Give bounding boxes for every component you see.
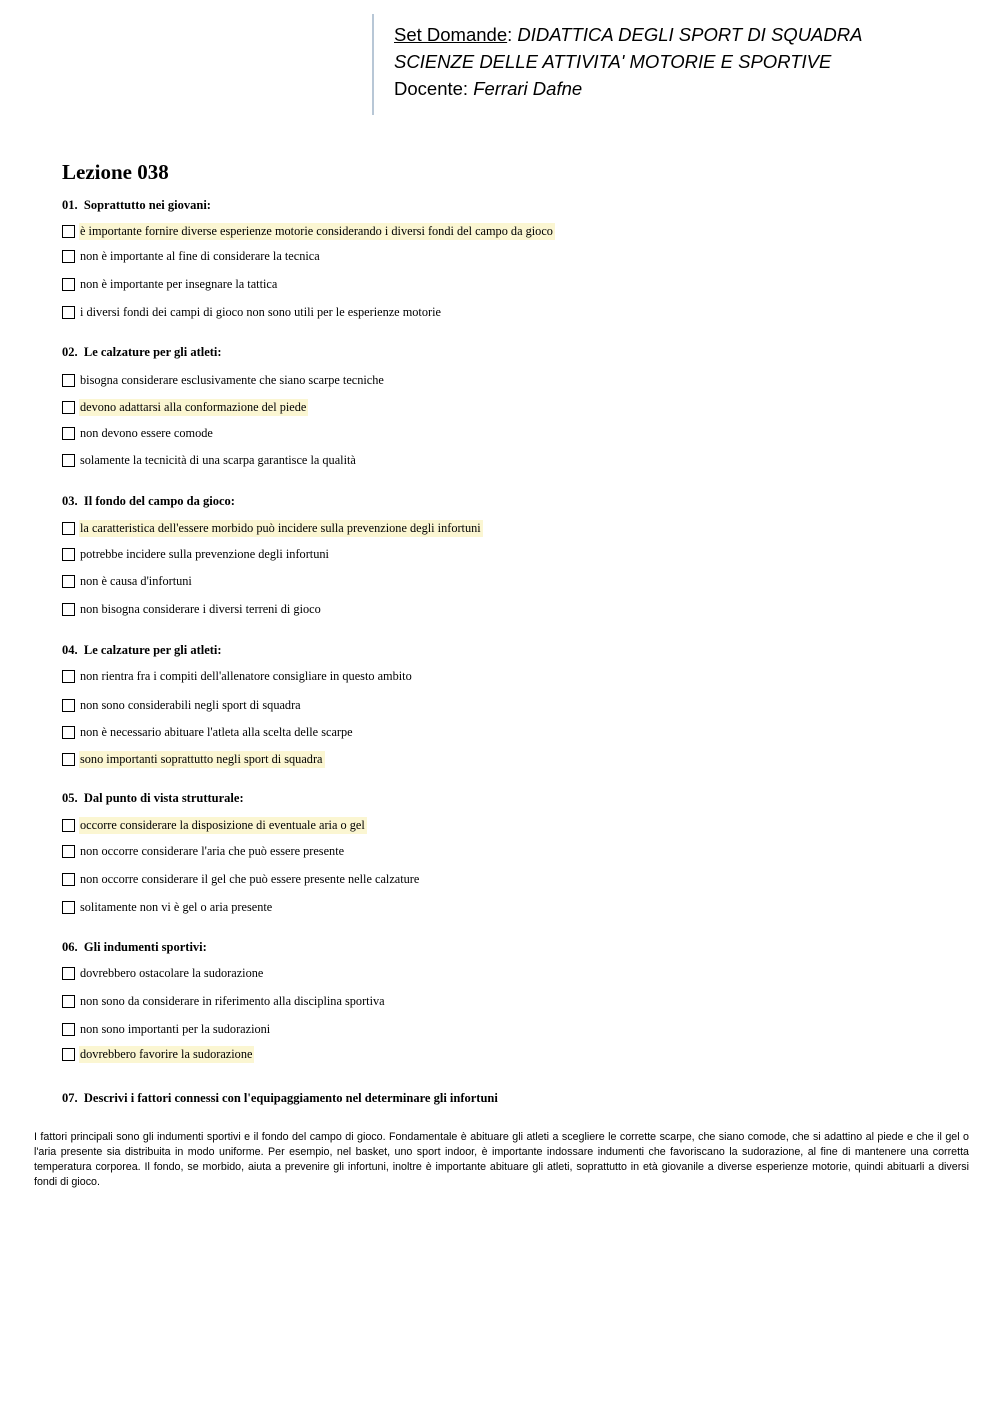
option-checkbox[interactable] <box>62 278 75 291</box>
answer-option[interactable] <box>62 843 346 859</box>
lesson-title: Lezione 038 <box>62 160 169 184</box>
answer-option[interactable] <box>62 751 325 767</box>
option-label: dovrebbero favorire la sudorazione <box>80 1046 253 1061</box>
answer-option[interactable] <box>62 546 331 562</box>
question-title <box>62 1091 498 1106</box>
option-checkbox[interactable] <box>62 603 75 616</box>
answer-option[interactable] <box>62 899 274 915</box>
option-label: solamente la tecnicità di una scarpa garantisce la qualità <box>80 452 356 467</box>
option-label: solitamente non vi è gel o aria presente <box>80 899 273 914</box>
question-title <box>62 494 235 509</box>
option-label: dovrebbero ostacolare la sudorazione <box>80 965 264 980</box>
set-label: Set Domande <box>394 24 508 45</box>
option-checkbox[interactable] <box>62 225 75 238</box>
option-checkbox[interactable] <box>62 575 75 588</box>
option-label: è importante fornire diverse esperienze motorie considerando i diversi fondi del campo da gioco <box>80 223 553 238</box>
question-number: 07. <box>62 1091 78 1105</box>
option-label: non è importante per insegnare la tattica <box>80 276 278 291</box>
question-number: 06. <box>62 940 78 954</box>
course-title-line2: SCIENZE DELLE ATTIVITA' MOTORIE E SPORTIVE <box>394 51 832 72</box>
option-checkbox[interactable] <box>62 901 75 914</box>
option-checkbox[interactable] <box>62 699 75 712</box>
question-text: Gli indumenti sportivi: <box>83 940 207 954</box>
option-label: non bisogna considerare i diversi terreni di gioco <box>80 601 321 616</box>
option-label: occorre considerare la disposizione di eventuale aria o gel <box>80 817 365 832</box>
option-checkbox[interactable] <box>62 522 75 535</box>
question-title <box>62 940 207 955</box>
option-checkbox[interactable] <box>62 845 75 858</box>
option-checkbox[interactable] <box>62 819 75 832</box>
option-checkbox[interactable] <box>62 548 75 561</box>
option-label: potrebbe incidere sulla prevenzione degli infortuni <box>80 546 329 561</box>
answer-option[interactable] <box>62 817 367 833</box>
option-label: bisogna considerare esclusivamente che siano scarpe tecniche <box>80 372 384 387</box>
option-label: non è causa d'infortuni <box>80 573 192 588</box>
answer-option[interactable] <box>62 1021 272 1037</box>
answer-option[interactable] <box>62 399 308 415</box>
question-number: 04. <box>62 643 78 657</box>
question-title <box>62 643 222 658</box>
option-checkbox[interactable] <box>62 995 75 1008</box>
option-checkbox[interactable] <box>62 454 75 467</box>
answer-option[interactable] <box>62 248 322 264</box>
option-checkbox[interactable] <box>62 306 75 319</box>
answer-option[interactable] <box>62 668 414 684</box>
course-line <box>394 21 972 48</box>
answer-option[interactable] <box>62 304 443 320</box>
option-label: non occorre considerare il gel che può essere presente nelle calzature <box>80 871 420 886</box>
answer-option[interactable] <box>62 965 265 981</box>
option-checkbox[interactable] <box>62 401 75 414</box>
option-checkbox[interactable] <box>62 967 75 980</box>
option-checkbox[interactable] <box>62 427 75 440</box>
option-label: sono importanti soprattutto negli sport di squadra <box>80 751 323 766</box>
option-label: devono adattarsi alla conformazione del piede <box>80 399 307 414</box>
option-label: non sono considerabili negli sport di squadra <box>80 697 301 712</box>
option-label: non sono importanti per la sudorazioni <box>80 1021 271 1036</box>
answer-option[interactable] <box>62 520 483 536</box>
question-text: Soprattutto nei giovani: <box>83 198 211 212</box>
teacher-label: Docente: <box>394 78 474 99</box>
question-number: 03. <box>62 494 78 508</box>
option-label: non sono da considerare in riferimento alla disciplina sportiva <box>80 993 385 1008</box>
answer-option[interactable] <box>62 1046 254 1062</box>
question-number: 02. <box>62 345 78 359</box>
option-checkbox[interactable] <box>62 726 75 739</box>
option-label: la caratteristica dell'essere morbido può incidere sulla prevenzione degli infortuni <box>80 520 481 535</box>
answer-option[interactable] <box>62 724 355 740</box>
answer-option[interactable] <box>62 223 555 239</box>
option-checkbox[interactable] <box>62 250 75 263</box>
option-checkbox[interactable] <box>62 1048 75 1061</box>
option-checkbox[interactable] <box>62 753 75 766</box>
option-label: non occorre considerare l'aria che può essere presente <box>80 843 345 858</box>
answer-option[interactable] <box>62 601 323 617</box>
answer-option[interactable] <box>62 425 215 441</box>
option-checkbox[interactable] <box>62 670 75 683</box>
answer-option[interactable] <box>62 276 279 292</box>
question-text: Le calzature per gli atleti: <box>83 345 222 359</box>
option-label: non è importante al fine di considerare la tecnica <box>80 248 320 263</box>
answer-option[interactable] <box>62 452 358 468</box>
teacher-line <box>394 75 972 102</box>
question-text: Il fondo del campo da gioco: <box>83 494 235 508</box>
header-separator: : <box>507 24 518 45</box>
answer-option[interactable] <box>62 372 386 388</box>
question-text: Le calzature per gli atleti: <box>83 643 222 657</box>
answer-option[interactable] <box>62 573 194 589</box>
teacher-name: Ferrari Dafne <box>473 78 583 99</box>
question-number: 01. <box>62 198 78 212</box>
question-title <box>62 345 222 360</box>
course-title-line1: DIDATTICA DEGLI SPORT DI SQUADRA <box>517 24 863 45</box>
answer-option[interactable] <box>62 697 303 713</box>
option-label: i diversi fondi dei campi di gioco non sono utili per le esperienze motorie <box>80 304 441 319</box>
option-checkbox[interactable] <box>62 374 75 387</box>
document-header <box>372 14 972 115</box>
option-checkbox[interactable] <box>62 1023 75 1036</box>
answer-text: I fattori principali sono gli indumenti sportivi e il fondo del campo di gioco. Fondamentale è abituare gli atleti a scegliere le corrette scarpe, che siano comode, che si adattino al piede e che il gel o l'aria presente sia distribuita in modo uniforme. Per esempio, nel basket, uno sport indoor, è importante indossare indumenti che favoriscano la sudorazione, al fine di mantenere una corretta temperatura corporea. Il fondo, se morbido, aiuta a prevenire gli infortuni, inoltre è importante abituare gli atleti, soprattutto in età giovanile a diverse esperienze motorie, quindi abituarli a diversi fondi di gioco. <box>34 1131 969 1188</box>
question-text: Dal punto di vista strutturale: <box>83 791 244 805</box>
option-label: non è necessario abituare l'atleta alla scelta delle scarpe <box>80 724 353 739</box>
answer-option[interactable] <box>62 993 387 1009</box>
question-title <box>62 198 211 213</box>
option-checkbox[interactable] <box>62 873 75 886</box>
question-title <box>62 791 244 806</box>
option-label: non devono essere comode <box>80 425 213 440</box>
answer-option[interactable] <box>62 871 421 887</box>
question-text: Descrivi i fattori connessi con l'equipaggiamento nel determinare gli infortuni <box>83 1091 498 1105</box>
question-number: 05. <box>62 791 78 805</box>
option-label: non rientra fra i compiti dell'allenatore consigliare in questo ambito <box>80 668 412 683</box>
